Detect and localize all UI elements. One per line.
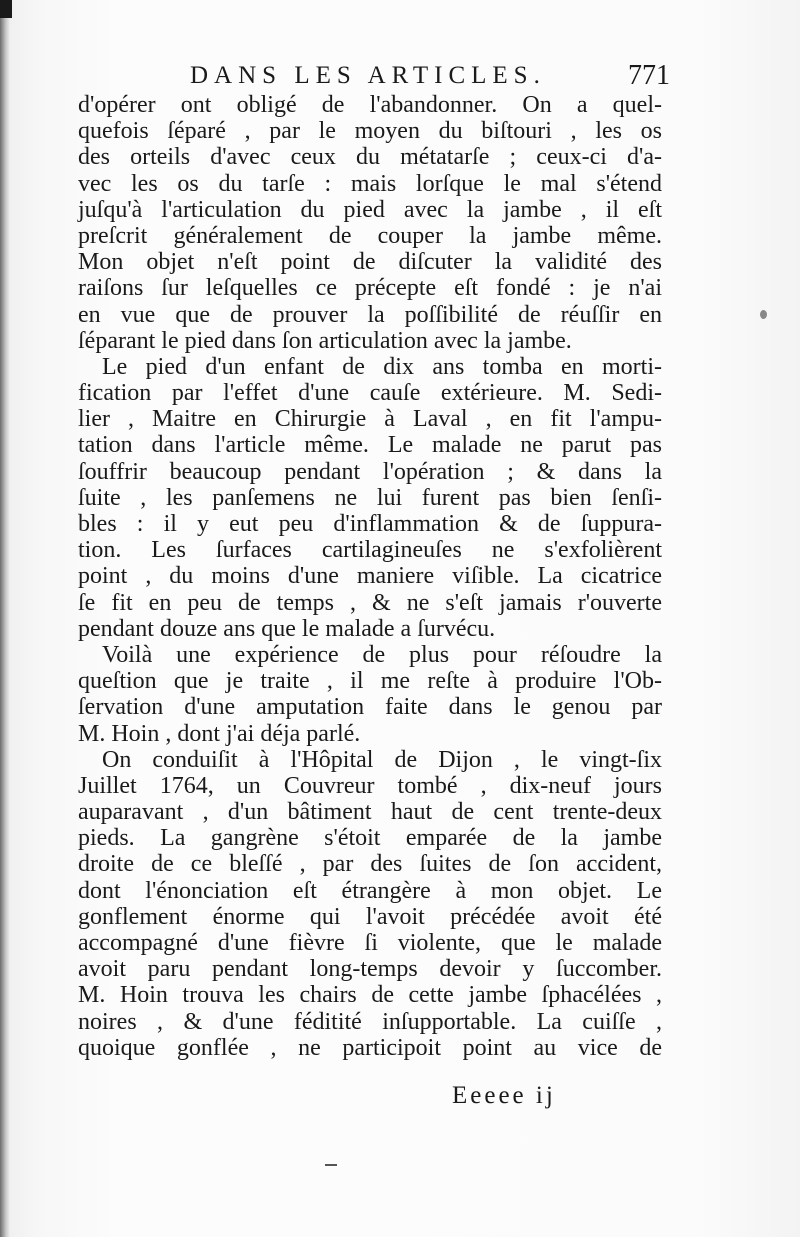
text-line: ſouffrir beaucoup pendant l'opération ; & dans la bbox=[78, 458, 662, 485]
text-line: droite de ce bleſſé , par des ſuites de ſon accident, bbox=[78, 851, 662, 878]
text-line: avoit paru pendant long-temps devoir y ſuccomber. bbox=[78, 956, 662, 983]
text-line: fication par l'effet d'une cauſe extérieure. M. Sedi- bbox=[78, 380, 662, 407]
dash-mark bbox=[325, 1164, 337, 1166]
text-line: Juillet 1764, un Couvreur tombé , dix-neuf jours bbox=[78, 772, 662, 799]
paragraph-start-line: Voilà une expérience de plus pour réſoudre la bbox=[102, 641, 662, 668]
text-line: queſtion que je traite , il me reſte à produire l'Ob- bbox=[78, 668, 662, 695]
text-line: point , du moins d'une maniere viſible. La cicatrice bbox=[78, 563, 662, 590]
text-line: Mon objet n'eſt point de diſcuter la validité des bbox=[78, 249, 662, 276]
text-line: quoique gonflée , ne participoit point au vice de bbox=[78, 1034, 662, 1061]
text-line: raiſons ſur leſquelles ce précepte eſt fondé : je n'ai bbox=[78, 275, 662, 302]
text-line: bles : il y eut peu d'inflammation & de ſuppura- bbox=[78, 511, 662, 537]
text-line: tion. Les ſurfaces cartilagineuſes ne s'exfolièrent bbox=[78, 537, 662, 564]
text-line: vec les os du tarſe : mais lorſque le mal s'étend bbox=[78, 170, 662, 197]
page-number: 771 bbox=[628, 60, 670, 91]
text-line: des orteils d'avec ceux du métatarſe ; ceux-ci d'a- bbox=[78, 144, 662, 171]
text-line: M. Hoin , dont j'ai déja parlé. bbox=[78, 720, 361, 747]
body-text bbox=[78, 92, 662, 1061]
text-line: juſqu'à l'articulation du pied avec la jambe , il eſt bbox=[78, 196, 662, 223]
text-line: gonflement énorme qui l'avoit précédée avoit été bbox=[78, 903, 662, 930]
text-line: auparavant , d'un bâtiment haut de cent trente-deux bbox=[78, 799, 662, 826]
text-line: ſéparant le pied dans ſon articulation avec la jambe. bbox=[78, 327, 572, 354]
text-line: accompagné d'une fièvre ſi violente, que le malade bbox=[78, 930, 662, 956]
text-line: pendant douze ans que le malade a ſurvécu. bbox=[78, 615, 496, 642]
text-line: ſuite , les panſemens ne lui furent pas bien ſenſi- bbox=[78, 484, 662, 511]
paragraph-start-line: On conduiſit à l'Hôpital de Dijon , le vingt-ſix bbox=[102, 746, 662, 773]
ink-speck bbox=[760, 310, 767, 319]
text-line: ſe fit en peu de temps , & ne s'eſt jamais r'ouverte bbox=[78, 589, 662, 616]
text-line: en vue que de prouver la poſſibilité de réuſſir en bbox=[78, 301, 662, 328]
text-line: M. Hoin trouva les chairs de cette jambe ſphacélées , bbox=[78, 982, 662, 1009]
running-head: DANS LES ARTICLES. bbox=[190, 62, 546, 89]
text-line: pieds. La gangrène s'étoit emparée de la jambe bbox=[78, 825, 662, 852]
binding-shadow bbox=[0, 0, 10, 1237]
text-line: dont l'énonciation eſt étrangère à mon objet. Le bbox=[78, 877, 662, 904]
signature-mark: Eeeee ij bbox=[452, 1082, 556, 1109]
text-line: ſervation d'une amputation faite dans le genou par bbox=[78, 694, 662, 721]
text-line: quefois ſéparé , par le moyen du biſtouri , les os bbox=[78, 118, 662, 145]
text-line: preſcrit généralement de couper la jambe même. bbox=[78, 222, 662, 249]
paragraph-start-line: Le pied d'un enfant de dix ans tomba en morti- bbox=[102, 353, 662, 380]
page-header bbox=[190, 58, 670, 92]
text-line: tation dans l'article même. Le malade ne parut pas bbox=[78, 432, 662, 459]
text-line: lier , Maitre en Chirurgie à Laval , en fit l'ampu- bbox=[78, 406, 662, 433]
text-line: d'opérer ont obligé de l'abandonner. On a quel- bbox=[78, 92, 662, 118]
corner-ink-mark bbox=[0, 0, 12, 18]
text-line: noires , & d'une féditité inſupportable. La cuiſſe , bbox=[78, 1008, 662, 1035]
